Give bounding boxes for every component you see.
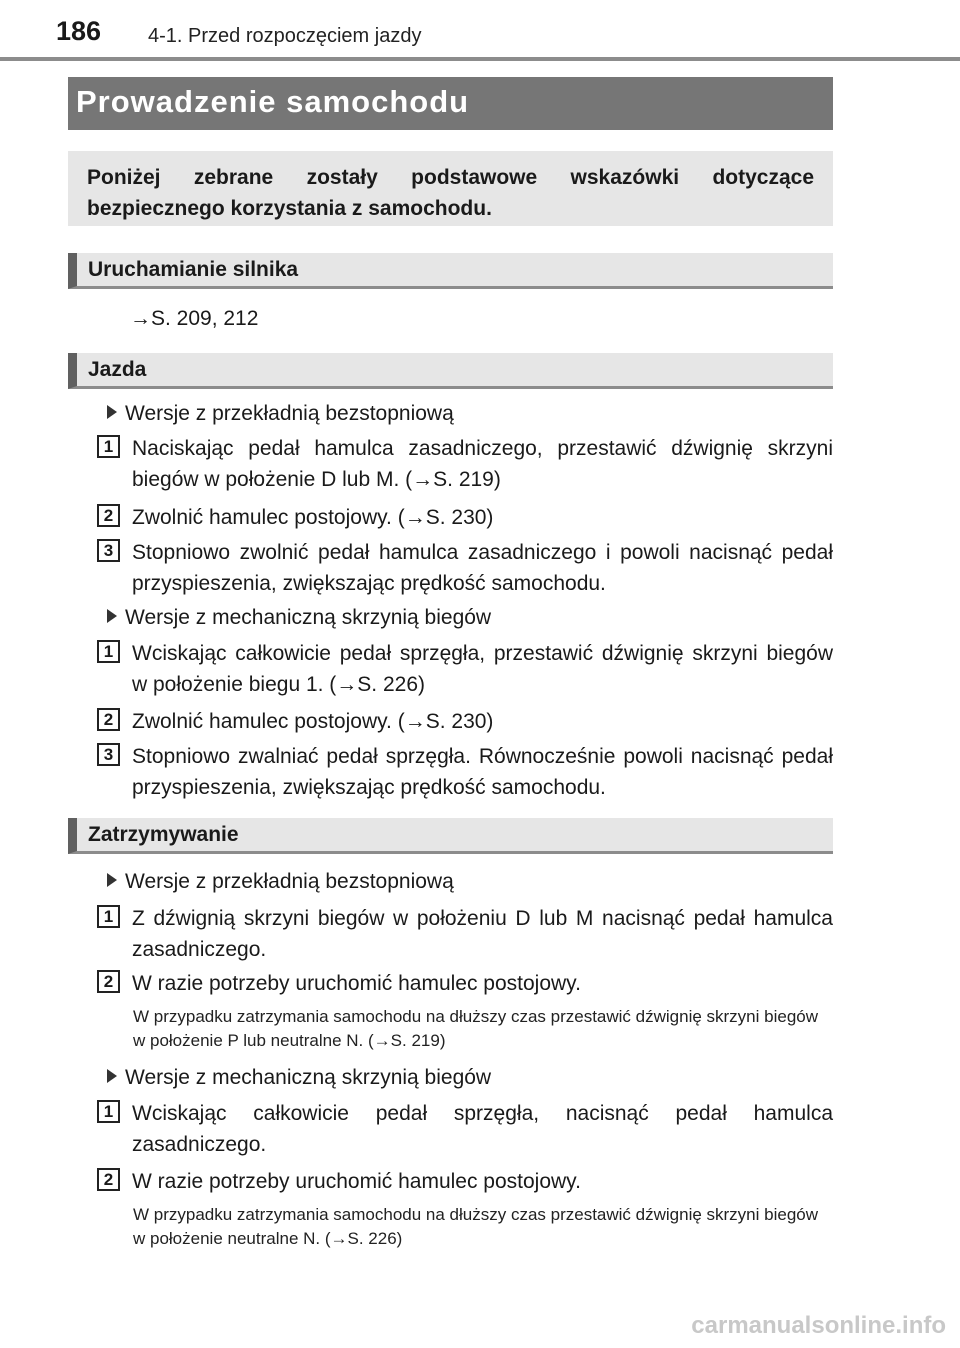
variant-label — [107, 402, 454, 426]
page-number: 186 — [56, 16, 102, 46]
section-heading-text: Jazda — [88, 358, 147, 381]
variant-label — [107, 1066, 491, 1090]
step-text: Wciskając całkowicie pedał sprzęgła, nacisnąć pedał hamulca zasadniczego. — [132, 1102, 833, 1156]
variant-label — [107, 870, 454, 894]
step-number: 3 — [97, 743, 120, 766]
step-text: Zwolnić hamulec postojowy. (→S. 230) — [132, 506, 494, 529]
step-text: W razie potrzeby uruchomić hamulec postojowy. — [132, 972, 581, 995]
step-number: 2 — [97, 504, 120, 527]
section-heading-stop — [68, 818, 833, 854]
step-number: 2 — [97, 708, 120, 731]
step-text: Naciskając pedał hamulca zasadniczego, przestawić dźwignię skrzyni biegów w położenie D lub M. (→S. 219) — [132, 437, 833, 491]
triangle-bullet-icon — [107, 405, 117, 419]
running-title: 4-1. Przed rozpoczęciem jazdy — [148, 25, 422, 47]
step-number: 1 — [97, 1100, 120, 1123]
triangle-bullet-icon — [107, 1069, 117, 1083]
section-heading-drive — [68, 353, 833, 389]
step-number: 2 — [97, 1168, 120, 1191]
watermark: carmanualsonline.info — [691, 1312, 946, 1339]
step-text: Zwolnić hamulec postojowy. (→S. 230) — [132, 710, 494, 733]
note-text: W przypadku zatrzymania samochodu na dłuższy czas przestawić dźwignię skrzyni biegów w położenie neutralne N. (→S. 226) — [133, 1205, 819, 1248]
intro-box — [68, 151, 833, 226]
header-rule — [0, 57, 960, 61]
step-text: Stopniowo zwolnić pedał hamulca zasadniczego i powoli nacisnąć pedał przyspieszenia, zwiększając prędkość samochodu. — [132, 541, 833, 595]
step-number: 2 — [97, 970, 120, 993]
step-number: 3 — [97, 539, 120, 562]
triangle-bullet-icon — [107, 873, 117, 887]
note-text: W przypadku zatrzymania samochodu na dłuższy czas przestawić dźwignię skrzyni biegów w położenie P lub neutralne N. (→S. 219) — [133, 1007, 819, 1050]
section-heading-text: Uruchamianie silnika — [88, 258, 299, 281]
variant-label-text: Wersje z przekładnią bezstopniową — [125, 402, 454, 425]
section-heading-text: Zatrzymywanie — [88, 823, 239, 846]
step-number: 1 — [97, 905, 120, 928]
step-text: Wciskając całkowicie pedał sprzęgła, przestawić dźwignię skrzyni biegów w położenie biegu 1. (→S. 226) — [132, 642, 833, 696]
variant-label-text: Wersje z mechaniczną skrzynią biegów — [125, 1066, 492, 1089]
page-header — [0, 0, 960, 60]
title-bar — [68, 77, 833, 130]
step-text: Stopniowo zwalniać pedał sprzęgła. Równocześnie powoli nacisnąć pedał przyspieszenia, zwiększając prędkość samochodu. — [132, 745, 833, 799]
intro-text: Poniżej zebrane zostały podstawowe wskazówki dotyczące bezpiecznego korzystania z samochodu. — [87, 166, 814, 220]
triangle-bullet-icon — [107, 609, 117, 623]
start-reference: →S. 209, 212 — [130, 307, 259, 330]
step-text: Z dźwignią skrzyni biegów w położeniu D lub M nacisnąć pedał hamulca zasadniczego. — [132, 907, 833, 961]
step-number: 1 — [97, 640, 120, 663]
variant-label — [107, 606, 491, 630]
variant-label-text: Wersje z przekładnią bezstopniową — [125, 870, 454, 893]
page-title: Prowadzenie samochodu — [76, 84, 470, 119]
step-text: W razie potrzeby uruchomić hamulec postojowy. — [132, 1170, 581, 1193]
variant-label-text: Wersje z mechaniczną skrzynią biegów — [125, 606, 492, 629]
step-number: 1 — [97, 435, 120, 458]
section-heading-start — [68, 253, 833, 289]
